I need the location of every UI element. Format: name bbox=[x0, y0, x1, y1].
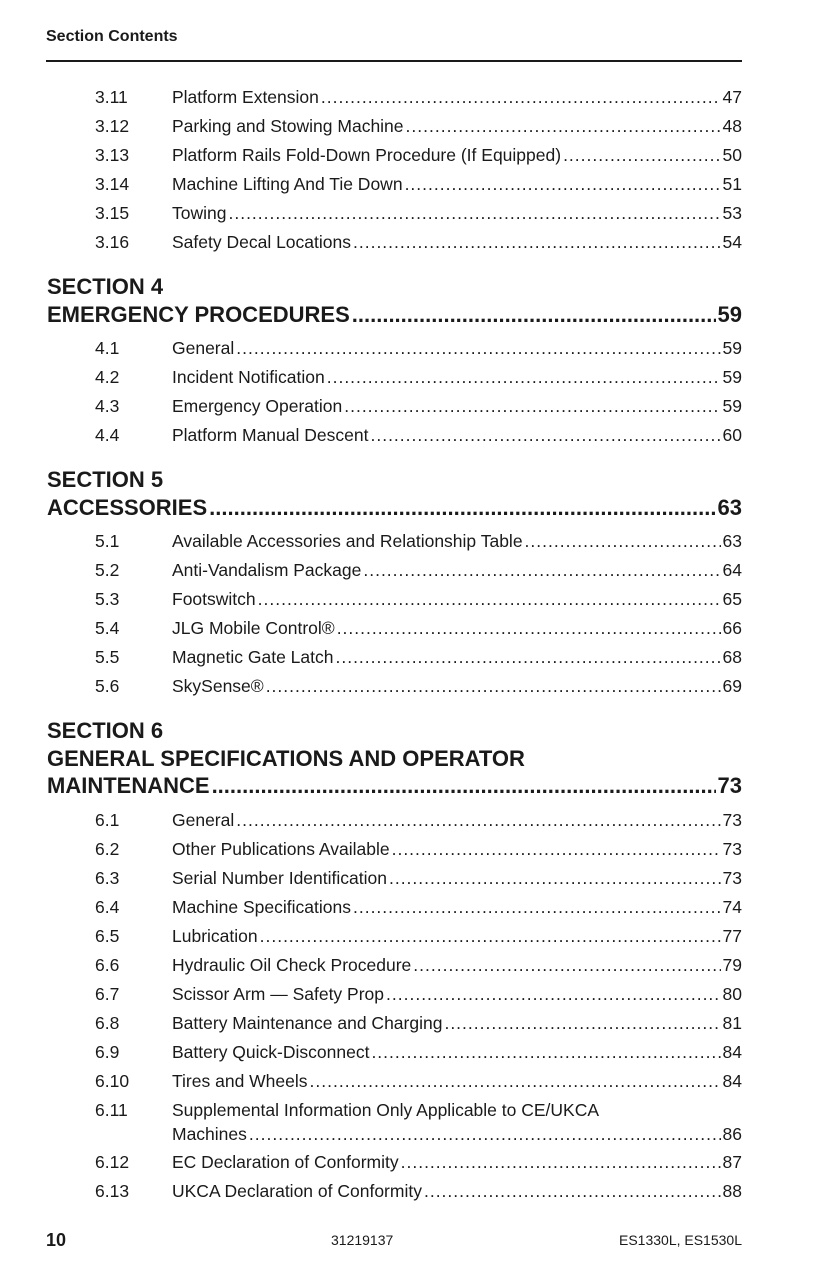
entry-page: 54 bbox=[722, 232, 742, 252]
toc-entry[interactable] bbox=[47, 864, 742, 893]
entry-title: General bbox=[172, 809, 235, 830]
toc-entry[interactable] bbox=[47, 1148, 742, 1177]
entry-number: 6.10 bbox=[95, 1070, 130, 1091]
toc-entry[interactable] bbox=[47, 922, 742, 951]
entry-number: 5.2 bbox=[95, 560, 120, 580]
entry-number: 4.2 bbox=[95, 367, 120, 387]
toc-group-6 bbox=[47, 806, 742, 1096]
toc-entry[interactable] bbox=[47, 585, 742, 614]
entry-number: 6.6 bbox=[95, 954, 120, 975]
toc-entry[interactable] bbox=[47, 170, 742, 199]
entry-title-line1: Supplemental Information Only Applicable to CE/UKCA bbox=[172, 1099, 600, 1120]
entry-number: 4.1 bbox=[95, 338, 120, 358]
section-page: 63 bbox=[717, 494, 742, 520]
toc-entry[interactable] bbox=[47, 614, 742, 643]
entry-page: 64 bbox=[722, 560, 742, 580]
entry-title: Other Publications Available bbox=[172, 838, 390, 859]
entry-title: Platform Manual Descent bbox=[172, 425, 369, 445]
section-title: EMERGENCY PROCEDURES bbox=[47, 301, 350, 327]
toc-entry[interactable] bbox=[47, 672, 742, 701]
toc-entry[interactable] bbox=[47, 83, 742, 112]
entry-page: 47 bbox=[722, 87, 742, 107]
section-title-line2: MAINTENANCE bbox=[47, 773, 210, 798]
entry-title: Battery Maintenance and Charging bbox=[172, 1012, 443, 1033]
section-page: 73 bbox=[717, 773, 742, 798]
entry-title: Anti-Vandalism Package bbox=[172, 560, 362, 580]
entry-number: 6.7 bbox=[95, 983, 120, 1004]
toc-entry[interactable] bbox=[47, 199, 742, 228]
section-title-line1: GENERAL SPECIFICATIONS AND OPERATOR bbox=[47, 745, 525, 771]
toc-entry[interactable] bbox=[47, 141, 742, 170]
toc-entry[interactable] bbox=[47, 835, 742, 864]
entry-page: 73 bbox=[722, 809, 742, 830]
toc-entry[interactable] bbox=[47, 527, 742, 556]
entry-page: 66 bbox=[722, 618, 742, 638]
section-5-heading[interactable] bbox=[47, 466, 742, 521]
page-header bbox=[46, 28, 742, 62]
entry-page: 77 bbox=[722, 925, 742, 946]
entry-number: 4.3 bbox=[95, 396, 120, 416]
entry-page: 59 bbox=[722, 396, 742, 416]
header-title: Section Contents bbox=[46, 28, 178, 45]
entry-page: 73 bbox=[722, 838, 742, 859]
entry-page: 51 bbox=[722, 174, 742, 194]
toc-entry[interactable] bbox=[47, 951, 742, 980]
entry-title: Available Accessories and Relationship Table bbox=[172, 531, 523, 551]
entry-number: 5.4 bbox=[95, 618, 120, 638]
toc-entry[interactable] bbox=[47, 228, 742, 257]
entry-number: 4.4 bbox=[95, 425, 120, 445]
entry-page: 81 bbox=[722, 1012, 742, 1033]
entry-number: 5.3 bbox=[95, 589, 120, 609]
entry-number: 6.11 bbox=[95, 1099, 128, 1120]
entry-number: 6.9 bbox=[95, 1041, 120, 1062]
entry-page: 68 bbox=[722, 647, 742, 667]
entry-title: Platform Extension bbox=[172, 87, 319, 107]
footer-doc-number: 31219137 bbox=[331, 1232, 394, 1248]
entry-page: 59 bbox=[722, 367, 742, 387]
entry-title: Parking and Stowing Machine bbox=[172, 116, 404, 136]
toc-entry[interactable] bbox=[47, 556, 742, 585]
section-6-heading[interactable] bbox=[47, 717, 742, 800]
section-page: 59 bbox=[717, 301, 742, 327]
entry-title: Emergency Operation bbox=[172, 396, 343, 416]
entry-page: 59 bbox=[722, 338, 742, 358]
footer-page-number: 10 bbox=[46, 1230, 67, 1250]
entry-page: 87 bbox=[722, 1151, 742, 1172]
toc-entry[interactable] bbox=[47, 112, 742, 141]
entry-number: 6.4 bbox=[95, 896, 120, 917]
entry-title: Lubrication bbox=[172, 925, 258, 946]
toc-group-6-tail bbox=[47, 1148, 742, 1206]
entry-page: 80 bbox=[722, 983, 742, 1004]
entry-title-line2: Machines bbox=[172, 1123, 247, 1144]
entry-title: Safety Decal Locations bbox=[172, 232, 351, 252]
section-label: SECTION 5 bbox=[47, 467, 164, 492]
entry-page: 50 bbox=[722, 145, 742, 165]
entry-number: 3.16 bbox=[95, 232, 130, 252]
entry-number: 6.8 bbox=[95, 1012, 120, 1033]
section-label: SECTION 4 bbox=[47, 274, 164, 299]
entry-number: 6.3 bbox=[95, 867, 120, 888]
entry-number: 3.13 bbox=[95, 145, 130, 165]
entry-title: Battery Quick-Disconnect bbox=[172, 1041, 370, 1062]
entry-number: 6.5 bbox=[95, 925, 120, 946]
entry-title: JLG Mobile Control® bbox=[172, 618, 335, 638]
entry-page: 84 bbox=[722, 1041, 742, 1062]
entry-page: 74 bbox=[722, 896, 742, 917]
entry-page: 53 bbox=[722, 203, 742, 223]
entry-page: 84 bbox=[722, 1070, 742, 1091]
entry-number: 3.15 bbox=[95, 203, 130, 223]
entry-page: 79 bbox=[722, 954, 742, 975]
entry-number: 3.14 bbox=[95, 174, 130, 194]
entry-number: 6.2 bbox=[95, 838, 120, 859]
entry-title: Incident Notification bbox=[172, 367, 325, 387]
table-of-contents bbox=[47, 83, 742, 1206]
entry-page: 86 bbox=[722, 1123, 742, 1144]
footer-models: ES1330L, ES1530L bbox=[619, 1232, 742, 1248]
entry-number: 5.5 bbox=[95, 647, 120, 667]
toc-entry[interactable] bbox=[47, 1067, 742, 1096]
entry-title: UKCA Declaration of Conformity bbox=[172, 1180, 422, 1201]
toc-entry[interactable] bbox=[47, 980, 742, 1009]
entry-title: General bbox=[172, 338, 235, 358]
entry-number: 5.6 bbox=[95, 676, 120, 696]
section-label: SECTION 6 bbox=[47, 718, 164, 743]
toc-entry[interactable] bbox=[47, 806, 742, 835]
entry-number: 3.12 bbox=[95, 116, 130, 136]
entry-title: Scissor Arm — Safety Prop bbox=[172, 983, 385, 1004]
toc-entry[interactable] bbox=[47, 392, 742, 421]
entry-page: 88 bbox=[722, 1180, 742, 1201]
entry-title: EC Declaration of Conformity bbox=[172, 1151, 399, 1172]
toc-entry[interactable] bbox=[47, 1096, 742, 1148]
toc-entry[interactable] bbox=[47, 363, 742, 392]
entry-title: Tires and Wheels bbox=[172, 1070, 308, 1091]
toc-entry[interactable] bbox=[47, 893, 742, 922]
entry-title: SkySense® bbox=[172, 676, 264, 696]
entry-title: Magnetic Gate Latch bbox=[172, 647, 334, 667]
toc-entry[interactable] bbox=[47, 643, 742, 672]
entry-title: Hydraulic Oil Check Procedure bbox=[172, 954, 412, 975]
toc-group-5 bbox=[47, 527, 742, 701]
entry-title: Serial Number Identification bbox=[172, 867, 387, 888]
entry-title: Machine Lifting And Tie Down bbox=[172, 174, 403, 194]
entry-title: Towing bbox=[172, 203, 227, 223]
entry-number: 6.12 bbox=[95, 1151, 130, 1172]
entry-page: 65 bbox=[722, 589, 742, 609]
entry-title: Platform Rails Fold-Down Procedure (If Equipped) bbox=[172, 145, 562, 165]
entry-page: 69 bbox=[722, 676, 742, 696]
entry-page: 63 bbox=[722, 531, 742, 551]
toc-entry[interactable] bbox=[47, 334, 742, 363]
toc-entry[interactable] bbox=[47, 1177, 742, 1206]
entry-page: 48 bbox=[722, 116, 742, 136]
toc-entry[interactable] bbox=[47, 421, 742, 450]
toc-entry[interactable] bbox=[47, 1038, 742, 1067]
entry-title: Machine Specifications bbox=[172, 896, 351, 917]
toc-entry[interactable] bbox=[47, 1009, 742, 1038]
toc-group-4 bbox=[47, 334, 742, 450]
entry-page: 60 bbox=[722, 425, 742, 445]
entry-title: Footswitch bbox=[172, 589, 256, 609]
entry-number: 6.13 bbox=[95, 1180, 130, 1201]
entry-number: 5.1 bbox=[95, 531, 120, 551]
entry-number: 3.11 bbox=[95, 87, 128, 107]
entry-number: 6.1 bbox=[95, 809, 120, 830]
toc-group-3 bbox=[47, 83, 742, 257]
entry-page: 73 bbox=[722, 867, 742, 888]
section-4-heading[interactable] bbox=[47, 273, 742, 328]
section-title: ACCESSORIES bbox=[47, 494, 208, 520]
